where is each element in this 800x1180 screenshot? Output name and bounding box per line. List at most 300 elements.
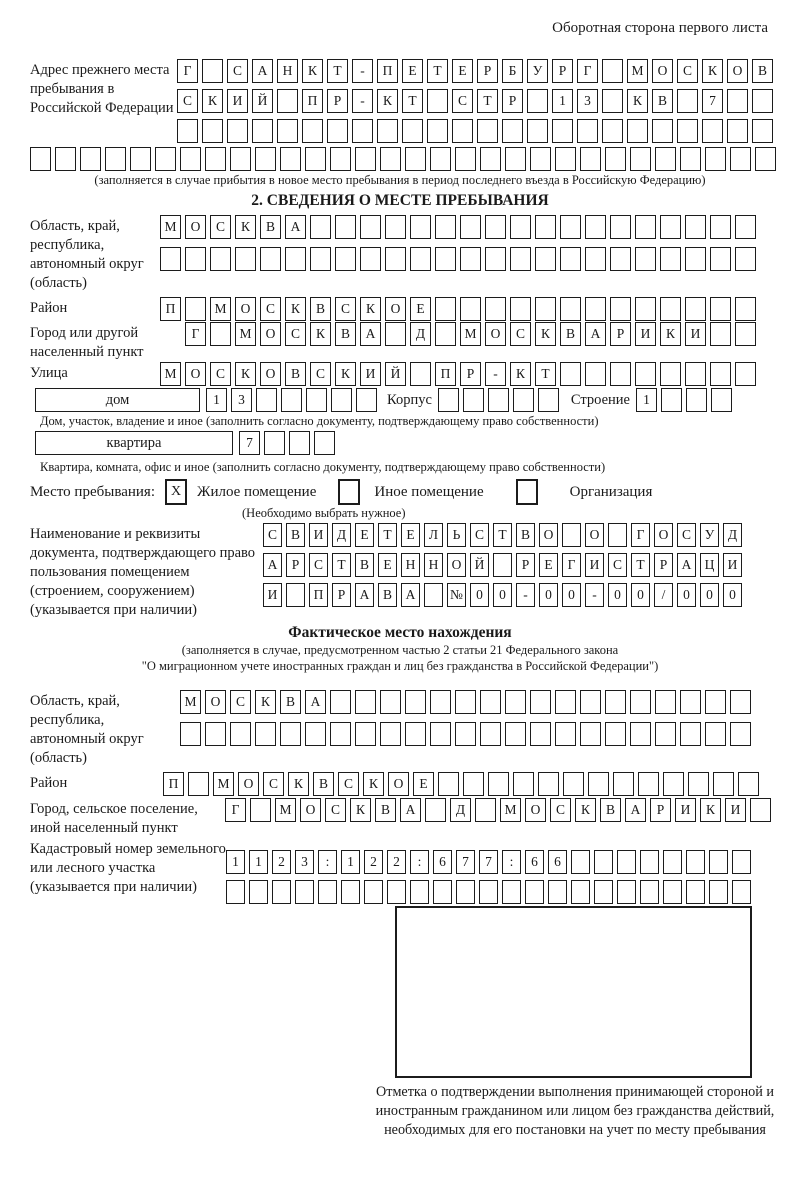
- form-cell: [380, 722, 401, 746]
- prev-address-row-2: [177, 89, 773, 113]
- form-cell: О: [235, 297, 256, 321]
- form-cell: В: [652, 89, 673, 113]
- form-cell: А: [677, 553, 696, 577]
- form-cell: [318, 880, 337, 904]
- form-cell: Д: [332, 523, 351, 547]
- form-cell: [685, 215, 706, 239]
- form-cell: [710, 215, 731, 239]
- form-cell: [285, 247, 306, 271]
- form-cell: [686, 880, 705, 904]
- form-cell: [255, 147, 276, 171]
- form-cell: [188, 772, 209, 796]
- form-cell: А: [360, 322, 381, 346]
- form-cell: А: [263, 553, 282, 577]
- form-cell: [555, 722, 576, 746]
- form-cell: [280, 722, 301, 746]
- form-cell: Е: [378, 553, 397, 577]
- form-cell: [335, 215, 356, 239]
- form-cell: О: [185, 215, 206, 239]
- region-row-1: [160, 215, 756, 239]
- form-cell: 0: [631, 583, 650, 607]
- stay-type-section: [30, 479, 770, 505]
- form-cell: И: [360, 362, 381, 386]
- form-cell: Н: [277, 59, 298, 83]
- form-cell: В: [280, 690, 301, 714]
- form-cell: [685, 362, 706, 386]
- form-cell: Н: [401, 553, 420, 577]
- form-cell: [655, 147, 676, 171]
- form-cell: [605, 690, 626, 714]
- prev-address-row-4: [30, 147, 770, 171]
- form-cell: [280, 147, 301, 171]
- city-section: [30, 322, 770, 362]
- form-cell: -: [352, 59, 373, 83]
- cadastral-section: [30, 838, 770, 904]
- section2-title: 2. СВЕДЕНИЯ О МЕСТЕ ПРЕБЫВАНИЯ: [251, 192, 549, 209]
- form-cell: [410, 362, 431, 386]
- form-cell: А: [400, 798, 421, 822]
- form-cell: [702, 119, 723, 143]
- form-cell: 0: [539, 583, 558, 607]
- form-cell: С: [263, 523, 282, 547]
- form-cell: [752, 89, 773, 113]
- form-cell: С: [452, 89, 473, 113]
- form-cell: Д: [450, 798, 471, 822]
- document-label: Наименование и реквизиты документа, подтверждающего право пользования помещением (строением, сооружением) (указывается при наличии): [30, 526, 256, 618]
- form-cell: [735, 362, 756, 386]
- form-cell: Р: [552, 59, 573, 83]
- region-row-2: [160, 247, 756, 271]
- form-cell: [435, 247, 456, 271]
- form-cell: [560, 297, 581, 321]
- form-cell: [727, 119, 748, 143]
- actual-district-section: [30, 772, 770, 796]
- form-cell: В: [310, 297, 331, 321]
- actual-city-label: Город, сельское поселение, иной населенный пункт: [30, 801, 198, 836]
- form-cell: О: [185, 362, 206, 386]
- house-section: [30, 388, 770, 412]
- form-cell: 0: [562, 583, 581, 607]
- actual-district-row: [163, 772, 759, 796]
- form-cell: [680, 690, 701, 714]
- actual-district-label: Район: [30, 775, 68, 791]
- form-cell: И: [685, 322, 706, 346]
- form-cell: [535, 247, 556, 271]
- actual-region-section: [30, 690, 770, 768]
- form-cell: [585, 215, 606, 239]
- form-cell: Т: [493, 523, 512, 547]
- form-cell: [663, 880, 682, 904]
- form-cell: [580, 722, 601, 746]
- district-section: [30, 297, 770, 321]
- form-cell: 1: [206, 388, 227, 412]
- form-cell: [605, 147, 626, 171]
- form-cell: [680, 147, 701, 171]
- form-cell: 0: [608, 583, 627, 607]
- form-cell: [250, 798, 271, 822]
- form-cell: [330, 690, 351, 714]
- form-cell: [610, 247, 631, 271]
- form-cell: [502, 119, 523, 143]
- form-cell: [475, 798, 496, 822]
- form-cell: [438, 772, 459, 796]
- form-cell: К: [235, 215, 256, 239]
- actual-city-row: [225, 798, 771, 822]
- form-cell: [538, 772, 559, 796]
- form-cell: О: [727, 59, 748, 83]
- cadastral-row-2: [226, 880, 751, 904]
- form-cell: [305, 722, 326, 746]
- form-cell: [710, 297, 731, 321]
- form-cell: К: [535, 322, 556, 346]
- form-cell: [105, 147, 126, 171]
- form-cell: [571, 880, 590, 904]
- form-cell: [585, 362, 606, 386]
- form-cell: Д: [410, 322, 431, 346]
- form-cell: Е: [452, 59, 473, 83]
- document-row-1: [263, 523, 742, 547]
- form-cell: Ь: [447, 523, 466, 547]
- form-cell: К: [255, 690, 276, 714]
- form-cell: М: [627, 59, 648, 83]
- form-cell: [730, 722, 751, 746]
- form-cell: [502, 880, 521, 904]
- form-cell: [538, 388, 559, 412]
- apartment-cells: [239, 431, 335, 455]
- form-cell: 7: [239, 431, 260, 455]
- form-cell: [460, 247, 481, 271]
- prev-address-row-1: [177, 59, 773, 83]
- form-cell: [685, 247, 706, 271]
- form-cell: О: [525, 798, 546, 822]
- form-cell: [430, 722, 451, 746]
- form-cell: [277, 119, 298, 143]
- form-cell: [530, 722, 551, 746]
- form-cell: [360, 215, 381, 239]
- form-cell: [602, 89, 623, 113]
- form-cell: В: [335, 322, 356, 346]
- form-cell: Т: [427, 59, 448, 83]
- form-cell: М: [235, 322, 256, 346]
- form-cell: [55, 147, 76, 171]
- cadastral-label: Кадастровый номер земельного или лесного участка (указывается при наличии): [30, 841, 226, 895]
- form-cell: [630, 722, 651, 746]
- stroenie-label: Строение: [570, 391, 630, 408]
- form-cell: -: [585, 583, 604, 607]
- form-cell: [177, 119, 198, 143]
- form-cell: [435, 215, 456, 239]
- form-cell: [480, 722, 501, 746]
- form-cell: О: [654, 523, 673, 547]
- form-cell: Т: [631, 553, 650, 577]
- form-cell: :: [410, 850, 429, 874]
- house-number-cells: [206, 388, 377, 412]
- form-cell: О: [205, 690, 226, 714]
- form-cell: [686, 388, 707, 412]
- form-cell: [455, 690, 476, 714]
- form-cell: [752, 119, 773, 143]
- actual-location-note-2: "О миграционном учете иностранных граждан и лиц без гражданства в Российской Федерации"): [141, 659, 659, 673]
- form-cell: О: [539, 523, 558, 547]
- apartment-section: [30, 431, 770, 455]
- form-cell: Е: [402, 59, 423, 83]
- form-cell: [410, 880, 429, 904]
- form-cell: [663, 772, 684, 796]
- form-cell: [577, 119, 598, 143]
- form-cell: [264, 431, 285, 455]
- city-label: Город или другой населенный пункт: [30, 325, 144, 360]
- form-cell: Г: [225, 798, 246, 822]
- form-cell: 3: [231, 388, 252, 412]
- form-cell: -: [352, 89, 373, 113]
- form-cell: П: [309, 583, 328, 607]
- region-label: Область, край, республика, автономный округ (область): [30, 218, 144, 291]
- form-cell: [463, 772, 484, 796]
- street-section: [30, 362, 770, 386]
- form-cell: И: [309, 523, 328, 547]
- form-cell: А: [305, 690, 326, 714]
- form-cell: 1: [341, 850, 360, 874]
- form-cell: [588, 772, 609, 796]
- form-cell: И: [585, 553, 604, 577]
- city-row: [185, 322, 756, 346]
- form-cell: [425, 798, 446, 822]
- stay-type-note: (Необходимо выбрать нужное): [242, 506, 406, 520]
- form-cell: [527, 119, 548, 143]
- form-cell: Е: [401, 523, 420, 547]
- form-cell: [463, 388, 484, 412]
- form-cell: [630, 690, 651, 714]
- form-cell: О: [385, 297, 406, 321]
- form-cell: В: [560, 322, 581, 346]
- form-cell: [688, 772, 709, 796]
- form-cell: О: [300, 798, 321, 822]
- form-cell: [680, 722, 701, 746]
- form-cell: [571, 850, 590, 874]
- form-cell: А: [585, 322, 606, 346]
- korpus-label: Корпус: [387, 391, 432, 408]
- form-cell: -: [516, 583, 535, 607]
- form-cell: С: [260, 297, 281, 321]
- form-cell: Р: [332, 583, 351, 607]
- form-cell: С: [608, 553, 627, 577]
- form-cell: В: [286, 523, 305, 547]
- form-cell: [330, 722, 351, 746]
- form-cell: И: [723, 553, 742, 577]
- page-header: Оборотная сторона первого листа: [552, 20, 768, 36]
- form-cell: [227, 119, 248, 143]
- form-cell: [185, 297, 206, 321]
- form-cell: О: [447, 553, 466, 577]
- form-cell: П: [377, 59, 398, 83]
- form-cell: [660, 297, 681, 321]
- form-cell: Н: [424, 553, 443, 577]
- form-cell: Г: [631, 523, 650, 547]
- form-cell: [562, 523, 581, 547]
- form-cell: Б: [502, 59, 523, 83]
- form-cell: Т: [332, 553, 351, 577]
- form-cell: [155, 147, 176, 171]
- actual-location-title: Фактическое место нахождения: [288, 624, 512, 641]
- form-cell: [410, 215, 431, 239]
- form-cell: [355, 690, 376, 714]
- form-cell: С: [285, 322, 306, 346]
- form-cell: [711, 388, 732, 412]
- form-cell: [535, 297, 556, 321]
- form-cell: М: [460, 322, 481, 346]
- form-cell: О: [485, 322, 506, 346]
- form-cell: В: [600, 798, 621, 822]
- form-cell: А: [355, 583, 374, 607]
- form-cell: 3: [295, 850, 314, 874]
- form-cell: С: [335, 297, 356, 321]
- form-cell: М: [213, 772, 234, 796]
- form-cell: С: [510, 322, 531, 346]
- form-cell: [755, 147, 776, 171]
- form-cell: [710, 322, 731, 346]
- form-cell: Л: [424, 523, 443, 547]
- form-cell: [710, 362, 731, 386]
- house-box: дом: [35, 388, 200, 412]
- form-cell: [635, 362, 656, 386]
- form-cell: [405, 690, 426, 714]
- form-cell: [602, 59, 623, 83]
- form-cell: С: [325, 798, 346, 822]
- form-cell: К: [363, 772, 384, 796]
- form-cell: 3: [577, 89, 598, 113]
- form-cell: Е: [413, 772, 434, 796]
- form-cell: [525, 880, 544, 904]
- form-cell: [477, 119, 498, 143]
- form-cell: [356, 388, 377, 412]
- form-cell: Г: [185, 322, 206, 346]
- form-cell: [735, 322, 756, 346]
- form-cell: Д: [723, 523, 742, 547]
- form-cell: 1: [552, 89, 573, 113]
- district-row: [160, 297, 756, 321]
- form-cell: [455, 147, 476, 171]
- form-cell: [710, 247, 731, 271]
- form-cell: М: [180, 690, 201, 714]
- form-cell: [505, 690, 526, 714]
- district-label: Район: [30, 300, 68, 316]
- form-cell: [594, 880, 613, 904]
- form-cell: [260, 247, 281, 271]
- stroenie-cells: [636, 388, 732, 412]
- form-cell: [709, 880, 728, 904]
- form-cell: [730, 147, 751, 171]
- form-cell: [661, 388, 682, 412]
- form-cell: Й: [252, 89, 273, 113]
- form-cell: И: [675, 798, 696, 822]
- form-cell: И: [263, 583, 282, 607]
- form-cell: №: [447, 583, 466, 607]
- form-cell: [488, 772, 509, 796]
- form-cell: У: [527, 59, 548, 83]
- form-cell: [735, 297, 756, 321]
- form-cell: [205, 147, 226, 171]
- apartment-box: квартира: [35, 431, 233, 455]
- form-cell: Е: [410, 297, 431, 321]
- form-cell: О: [260, 322, 281, 346]
- form-cell: [617, 850, 636, 874]
- form-cell: [435, 297, 456, 321]
- form-cell: [585, 247, 606, 271]
- form-cell: 6: [548, 850, 567, 874]
- form-cell: [310, 215, 331, 239]
- form-cell: Р: [286, 553, 305, 577]
- prev-address-row-3: [177, 119, 773, 143]
- form-cell: [30, 147, 51, 171]
- form-cell: 7: [479, 850, 498, 874]
- form-cell: [713, 772, 734, 796]
- form-cell: [427, 119, 448, 143]
- form-cell: [485, 297, 506, 321]
- form-cell: Р: [327, 89, 348, 113]
- stay-type-option-other: Иное помещение: [374, 483, 484, 500]
- form-cell: [352, 119, 373, 143]
- form-cell: Р: [502, 89, 523, 113]
- form-cell: [738, 772, 759, 796]
- stamp-box: [395, 906, 752, 1078]
- form-cell: [560, 247, 581, 271]
- form-cell: [460, 297, 481, 321]
- form-cell: 6: [525, 850, 544, 874]
- form-cell: Г: [577, 59, 598, 83]
- form-cell: К: [377, 89, 398, 113]
- form-cell: И: [227, 89, 248, 113]
- form-cell: К: [302, 59, 323, 83]
- form-cell: Й: [385, 362, 406, 386]
- form-cell: [455, 722, 476, 746]
- form-cell: [660, 247, 681, 271]
- form-cell: [272, 880, 291, 904]
- form-cell: [730, 690, 751, 714]
- form-cell: [314, 431, 335, 455]
- form-cell: 2: [364, 850, 383, 874]
- form-cell: С: [310, 362, 331, 386]
- cadastral-row-1: [226, 850, 751, 874]
- form-cell: С: [470, 523, 489, 547]
- actual-city-section: [30, 798, 770, 838]
- form-cell: [735, 247, 756, 271]
- form-cell: Р: [610, 322, 631, 346]
- form-cell: 2: [272, 850, 291, 874]
- form-cell: 0: [700, 583, 719, 607]
- form-cell: В: [285, 362, 306, 386]
- form-cell: [640, 880, 659, 904]
- form-cell: [510, 215, 531, 239]
- form-cell: [330, 147, 351, 171]
- form-cell: Ц: [700, 553, 719, 577]
- form-cell: [505, 722, 526, 746]
- form-cell: [364, 880, 383, 904]
- form-cell: К: [360, 297, 381, 321]
- form-cell: [480, 690, 501, 714]
- form-cell: [130, 147, 151, 171]
- form-cell: К: [202, 89, 223, 113]
- form-cell: Т: [477, 89, 498, 113]
- form-cell: [277, 89, 298, 113]
- stay-type-checkbox-other: [338, 479, 360, 505]
- form-cell: [585, 297, 606, 321]
- form-cell: [385, 247, 406, 271]
- form-cell: [610, 215, 631, 239]
- form-cell: [580, 147, 601, 171]
- form-cell: [555, 147, 576, 171]
- form-cell: [252, 119, 273, 143]
- form-cell: [430, 147, 451, 171]
